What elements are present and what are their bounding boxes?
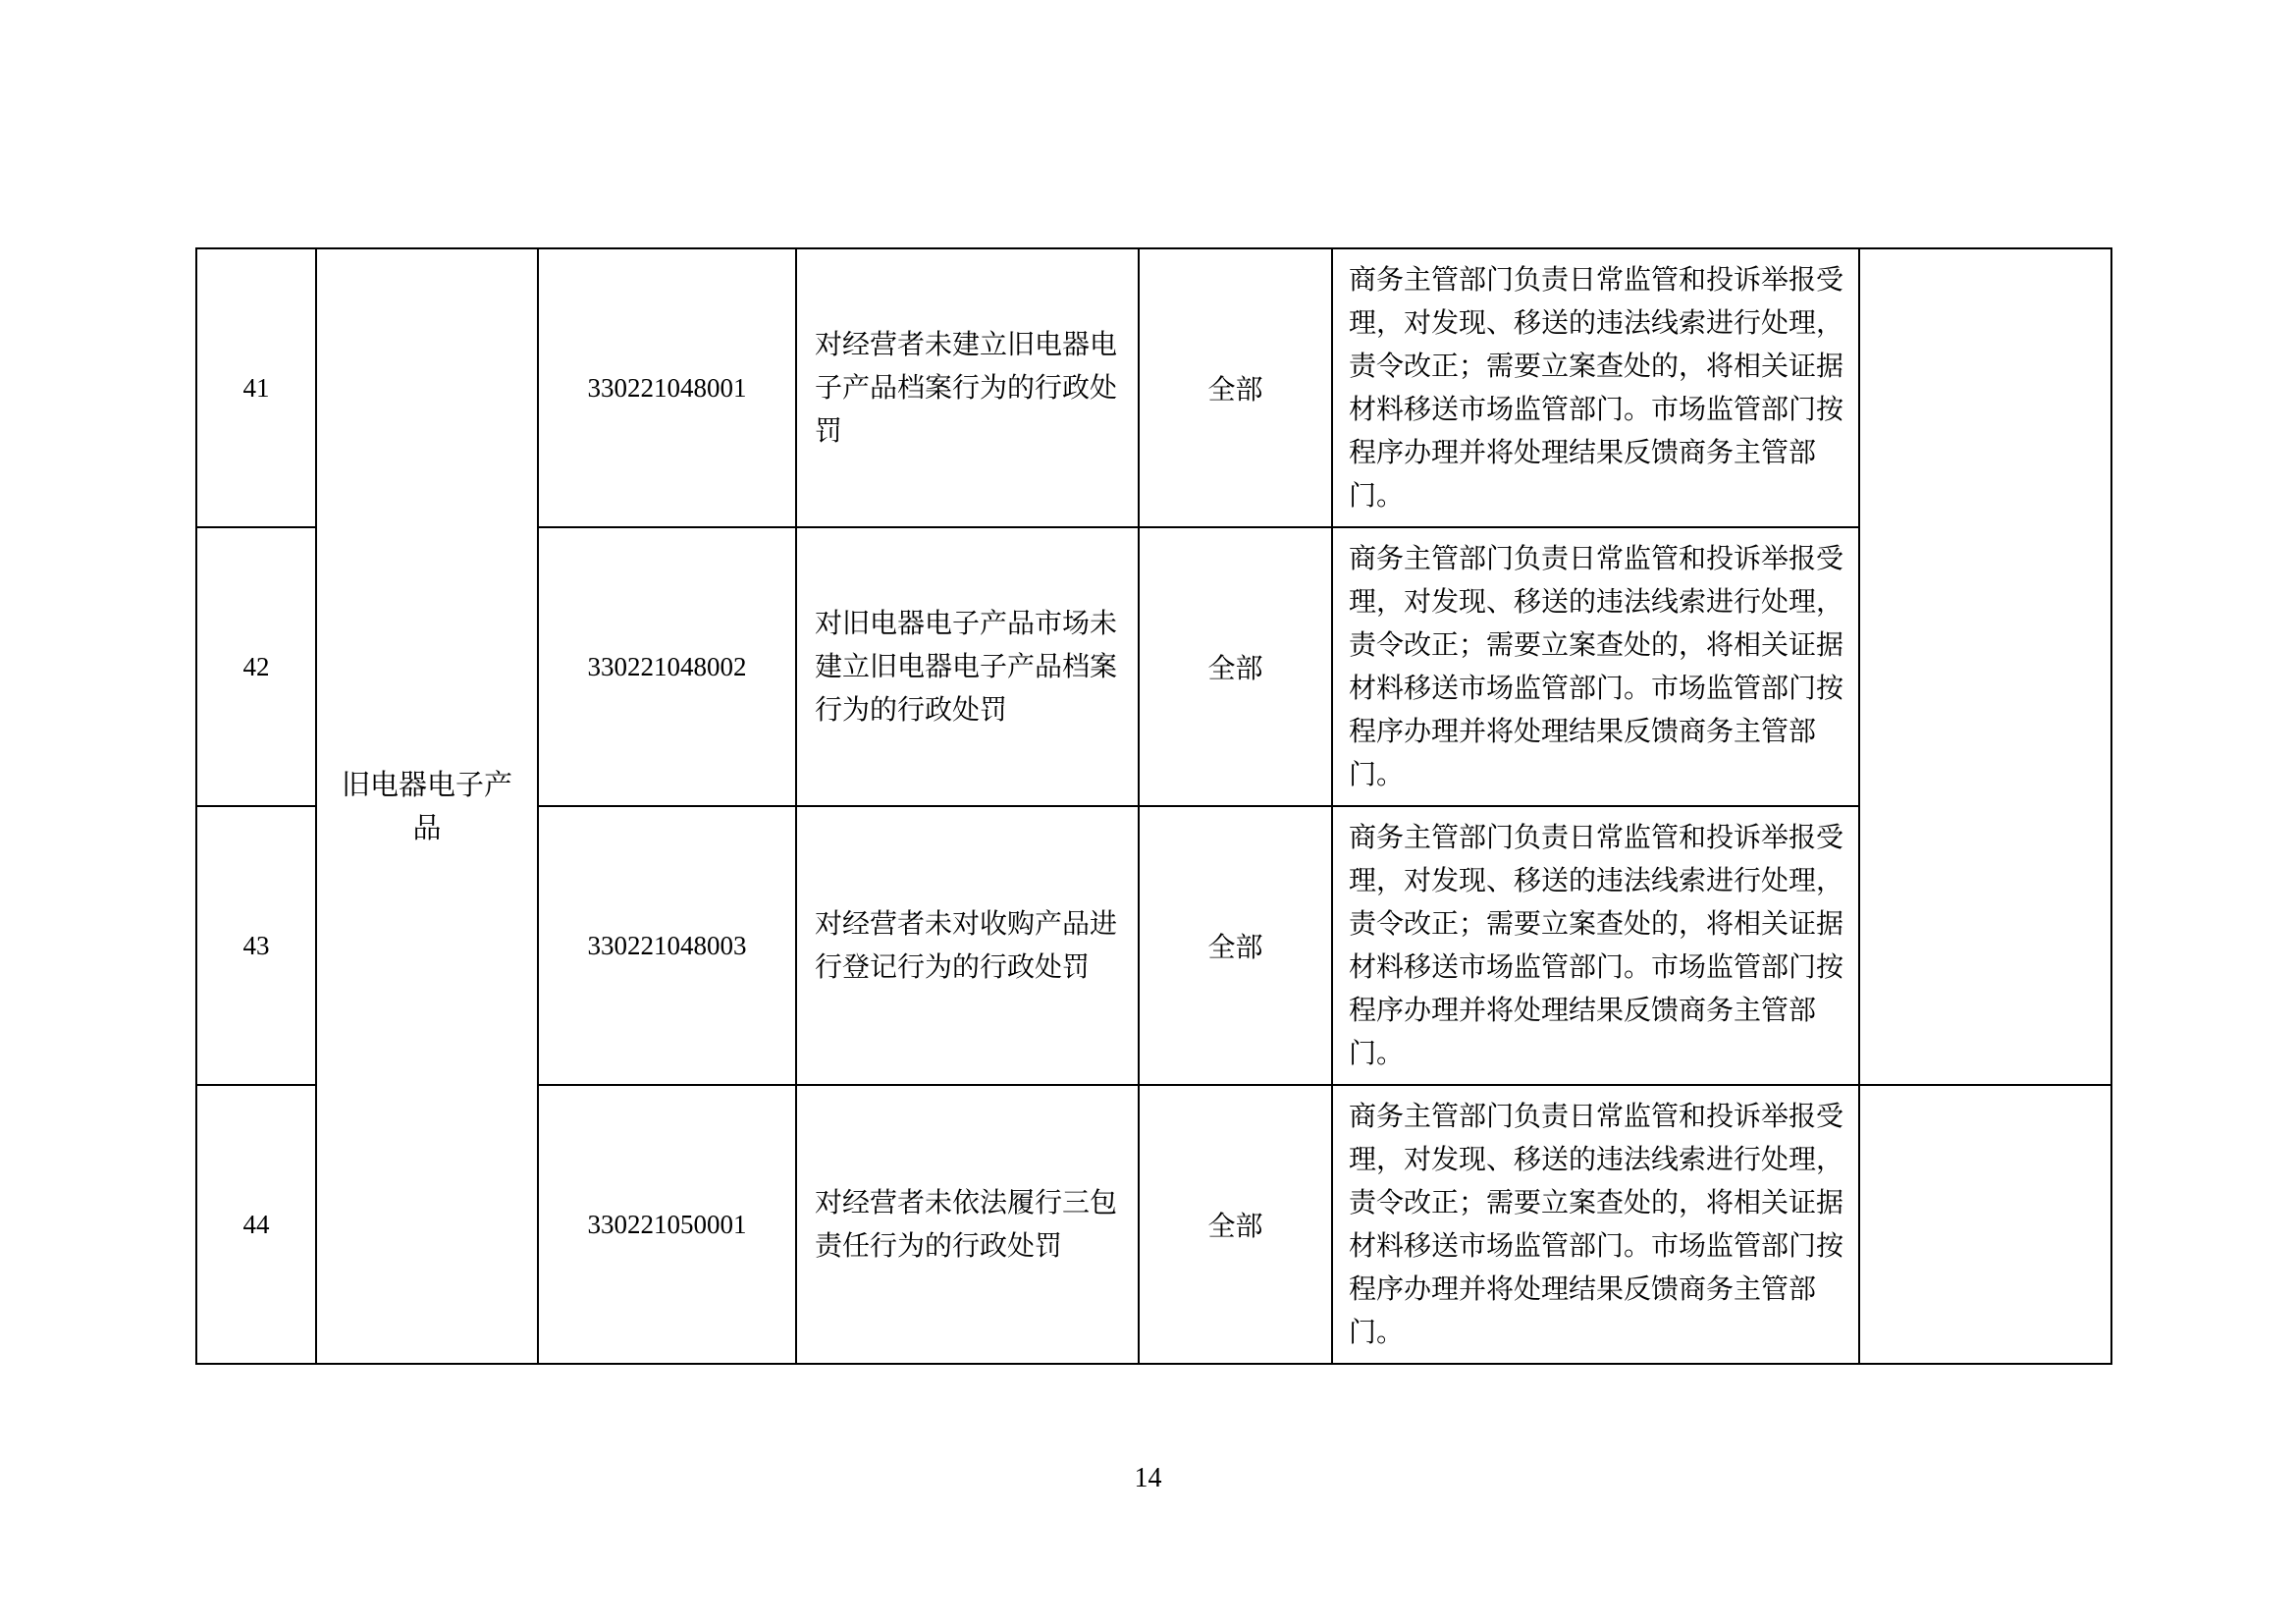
item-name: 对经营者未建立旧电器电子产品档案行为的行政处罚 [796, 248, 1139, 527]
row-seq: 42 [196, 527, 316, 806]
item-scope: 全部 [1139, 527, 1332, 806]
item-scope: 全部 [1139, 1085, 1332, 1364]
item-name: 对经营者未依法履行三包责任行为的行政处罚 [796, 1085, 1139, 1364]
table-row [196, 248, 2111, 527]
row-seq: 41 [196, 248, 316, 527]
row-seq: 44 [196, 1085, 316, 1364]
item-name: 对旧电器电子产品市场未建立旧电器电子产品档案行为的行政处罚 [796, 527, 1139, 806]
item-description: 商务主管部门负责日常监管和投诉举报受理，对发现、移送的违法线索进行处理，责令改正；需要立案查处的，将相关证据材料移送市场监管部门。市场监管部门按程序办理并将处理结果反馈商务主管部门。 [1332, 248, 1859, 527]
item-scope: 全部 [1139, 806, 1332, 1085]
page-number: 14 [1134, 1463, 1162, 1493]
item-description: 商务主管部门负责日常监管和投诉举报受理，对发现、移送的违法线索进行处理，责令改正；需要立案查处的，将相关证据材料移送市场监管部门。市场监管部门按程序办理并将处理结果反馈商务主管部门。 [1332, 806, 1859, 1085]
row-seq: 43 [196, 806, 316, 1085]
item-code: 330221048003 [538, 806, 796, 1085]
note-cell [1859, 248, 2111, 1085]
item-code: 330221048001 [538, 248, 796, 527]
note-cell [1859, 1085, 2111, 1364]
regulation-table [195, 247, 2112, 1365]
item-name: 对经营者未对收购产品进行登记行为的行政处罚 [796, 806, 1139, 1085]
item-code: 330221048002 [538, 527, 796, 806]
item-scope: 全部 [1139, 248, 1332, 527]
item-description: 商务主管部门负责日常监管和投诉举报受理，对发现、移送的违法线索进行处理，责令改正；需要立案查处的，将相关证据材料移送市场监管部门。市场监管部门按程序办理并将处理结果反馈商务主管部门。 [1332, 1085, 1859, 1364]
item-code: 330221050001 [538, 1085, 796, 1364]
item-description: 商务主管部门负责日常监管和投诉举报受理，对发现、移送的违法线索进行处理，责令改正；需要立案查处的，将相关证据材料移送市场监管部门。市场监管部门按程序办理并将处理结果反馈商务主管部门。 [1332, 527, 1859, 806]
category-cell: 旧电器电子产品 [316, 248, 538, 1364]
